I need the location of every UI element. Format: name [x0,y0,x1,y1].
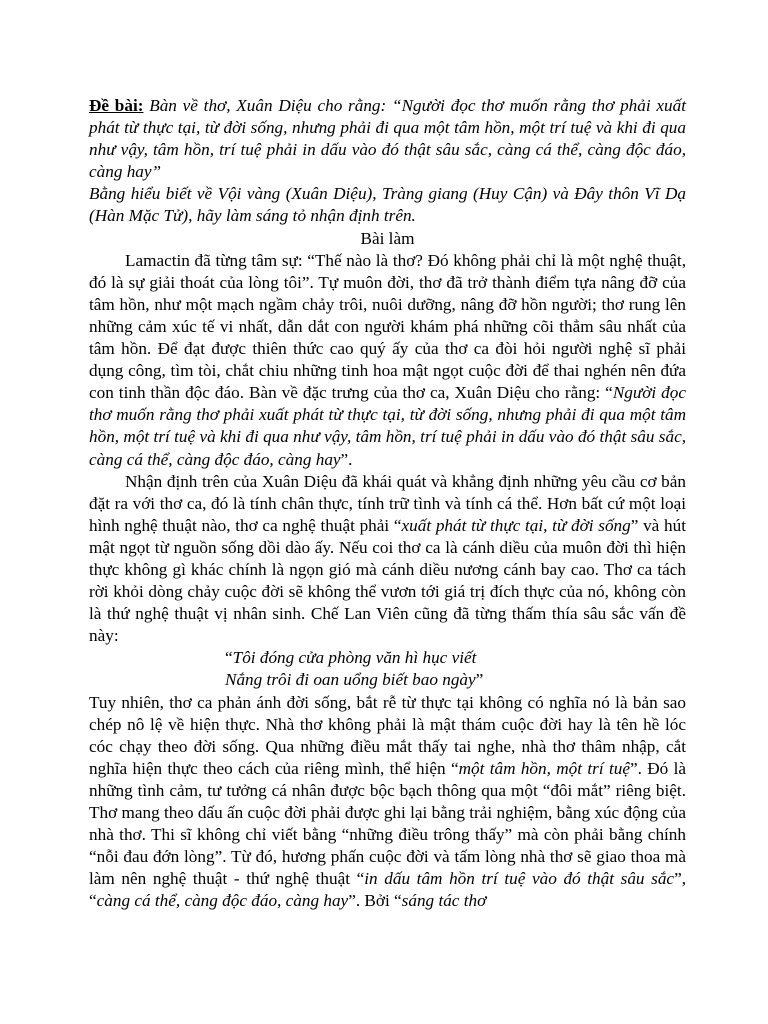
paragraph-text: Tuy nhiên, thơ ca phản ánh đời sống, bắt rễ từ thực tại không có nghĩa nó là bản sao chép nô lệ về hiện thực. Nhà thơ không phải là mật thám cuộc đời hay là tên hề lóc cóc chạy theo đời sống. Qua những điều mắt thấy tai nghe, nhà thơ thâm nhập, cắt nghĩa hiện thực theo cách của riêng mình, thể hiện “ [89,692,686,778]
quote-text: sáng tác thơ [401,891,487,911]
paragraph-body-2 [89,692,686,913]
paragraph-body-1 [89,471,686,648]
paragraph-text: ”. [340,449,353,469]
quote-text: xuất phát từ thực tại, từ đời sống [401,515,631,535]
poem-close-quote: ” [475,670,484,690]
paragraph-text: Nhận định trên của Xuân Diệu đã khái quát và khẳng định những yêu cầu cơ bản đặt ra với thơ ca, đó là tính chân thực, tính trữ tình và tính cá thể. Hơn bất cứ một loại hình nghệ thuật nào, thơ ca nghệ thuật phải “ [89,471,686,535]
poem-open-quote: “ [225,648,233,668]
paragraph-intro [89,250,686,471]
prompt-label: Đề bài: [89,96,144,115]
essay-heading: Bài làm [360,228,415,248]
essay-prompt [89,95,686,183]
poem-quote [89,647,686,691]
paragraph-text: ”, “ [89,869,686,911]
paragraph-text: ”. Đó là những tình cảm, tư tưởng cá nhân được bộc bạch thông qua một “đôi mắt” riêng biệt. Thơ mang theo dấu ấn cuộc đời phải được ghi lại bằng trải nghiệm, bằng xúc động của nhà thơ. Thi sĩ không chỉ viết bằng “những điều trông thấy” mà còn phải bằng chính “nỗi đau đớn lòng”. Từ đó, hương phấn cuộc đời và tấm lòng nhà thơ sẽ giao thoa mà làm nên nghệ thuật - thứ nghệ thuật “ [89,758,686,889]
prompt-text: Bàn về thơ, Xuân Diệu cho rằng: “Người đọc thơ muốn rằng thơ phải xuất phát từ thực tại, từ đời sống, nhưng phải đi qua một tâm hồn, một trí tuệ và khi đi qua như vậy, tâm hồn, trí tuệ phải in dấu vào đó thật sâu sắc, càng cá thể, càng độc đáo, càng hay” [89,96,686,182]
quote-text: một tâm hồn, một trí tuệ [458,758,630,778]
quote-text: càng cá thể, càng độc đáo, càng hay [96,891,349,911]
quote-text: in dấu tâm hồn trí tuệ vào đó thật sâu sắc [364,869,675,889]
paragraph-text: ”. Bởi “ [348,891,402,911]
poem-line-1: Tôi đóng cửa phòng văn hì hục viết [232,648,477,668]
paragraph-text: Lamactin đã từng tâm sự: “Thế nào là thơ? Đó không phải chỉ là một nghệ thuật, đó là sự giải thoát của lòng tôi”. Tự muôn đời, thơ đã trở thành điểm tựa nâng đỡ của tâm hồn, như một mạch ngầm chảy trôi, nuôi dưỡng, nâng đỡ hồn người; thơ rung lên những cảm xúc tế vi nhất, dẫn dắt con người khám phá những cõi thẳm sâu nhất của tâm hồn. Để đạt được thiên thức cao quý ấy của thơ ca đòi hỏi người nghệ sĩ phải dụng công, tìm tòi, chắt chiu những tinh hoa mật ngọt cuộc đời để thai nghén nên đứa con tinh thần độc đáo. Bàn về đặc trưng của thơ ca, Xuân Diệu cho rằng: “ [89,250,686,403]
poem-line-2: Nắng trôi đi oan uổng biết bao ngày [225,670,476,690]
quote-text: Người đọc thơ muốn rằng thơ phải xuất phát từ thực tại, từ đời sống, nhưng phải đi qua một tâm hồn, một trí tuệ và khi đi qua như vậy, tâm hồn, trí tuệ phải in dấu vào đó thật sâu sắc, càng cá thể, càng độc đáo, càng hay [89,383,686,469]
essay-task: Bằng hiểu biết về Vội vàng (Xuân Diệu), Tràng giang (Huy Cận) và Đây thôn Vĩ Dạ (Hàn Mặc Tử), hãy làm sáng tỏ nhận định trên. [89,184,686,226]
paragraph-text: ” và hút mật ngọt từ nguồn sống dồi dào ấy. Nếu coi thơ ca là cánh diều của muôn đời thì hiện thực không gì khác chính là ngọn gió mà cánh diều nương cánh bay cao. Thơ ca tách rời khỏi dòng chảy cuộc đời sẽ không thể vươn tới giá trị đích thực của nó, không còn là thứ nghệ thuật vị nhân sinh. Chế Lan Viên cũng đã từng thấm thía sâu sắc vấn đề này: [89,515,686,646]
